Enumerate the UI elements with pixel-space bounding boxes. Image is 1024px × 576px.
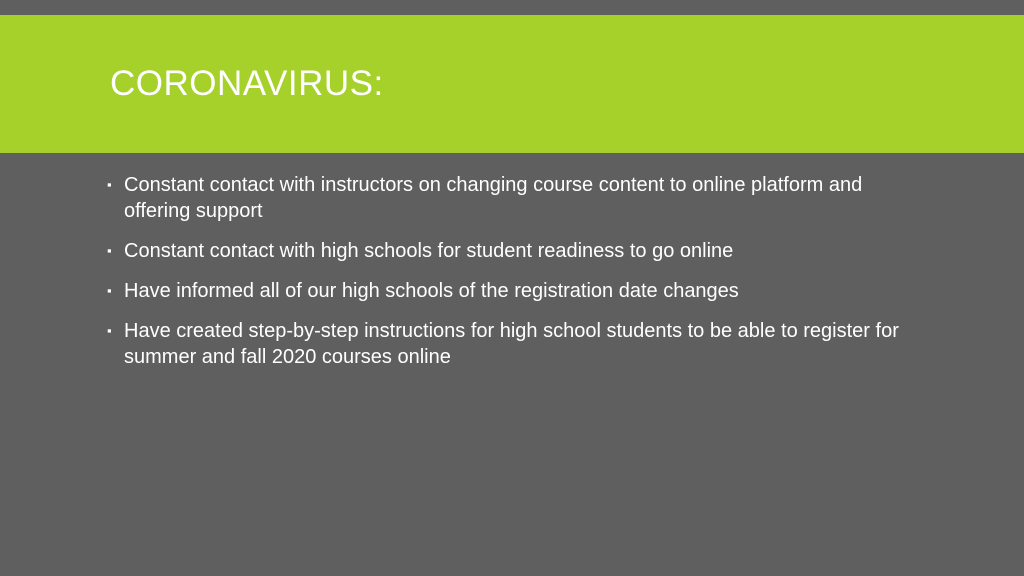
- bullet-text: Have created step-by-step instructions for high school students to be able to register for summer and fall 2020 courses online: [124, 320, 899, 368]
- bullet-item: [106, 278, 926, 304]
- bullet-item: [106, 238, 926, 264]
- bullet-icon: ▪: [107, 177, 112, 192]
- bullet-list: [106, 172, 926, 384]
- bullet-icon: ▪: [107, 243, 112, 258]
- bullet-icon: ▪: [107, 283, 112, 298]
- bullet-item: [106, 318, 926, 370]
- bullet-text: Constant contact with high schools for student readiness to go online: [124, 240, 734, 262]
- bullet-icon: ▪: [107, 323, 112, 338]
- bullet-text: Constant contact with instructors on changing course content to online platform and offering support: [124, 174, 863, 222]
- slide-title: CORONAVIRUS:: [110, 64, 384, 103]
- bullet-item: [106, 172, 926, 224]
- bullet-text: Have informed all of our high schools of the registration date changes: [124, 280, 739, 302]
